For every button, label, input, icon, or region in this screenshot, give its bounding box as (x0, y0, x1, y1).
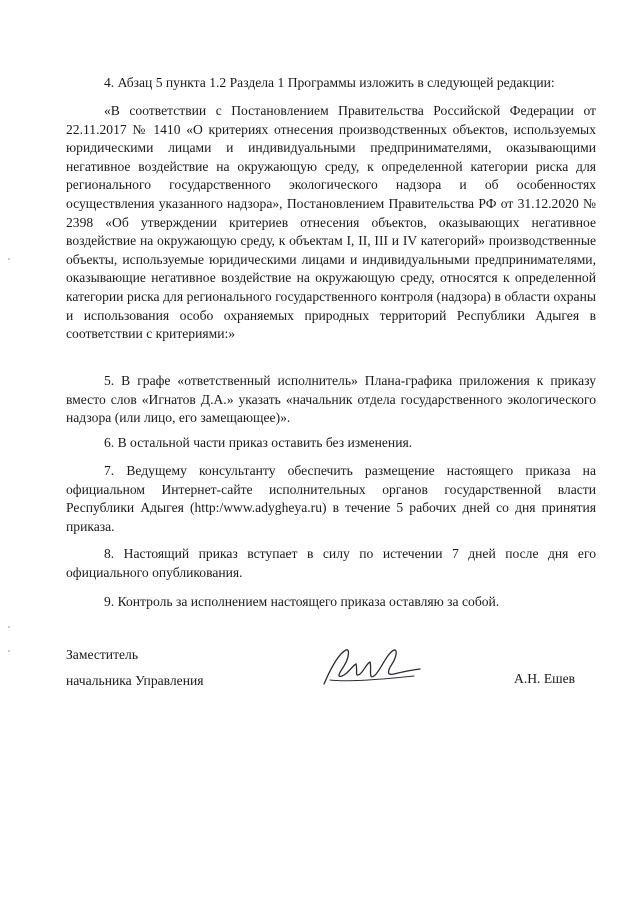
signer-title-line1: Заместитель (66, 647, 139, 662)
scan-speck (8, 626, 10, 628)
paragraph-4-quote: «В соответствии с Постановлением Правительства Российской Федерации от 22.11.2017 № 1410 «О критериях отнесения производственных объектов, используемых юридическими лицами и индивидуальными предпринимателями, оказывающими негативное воздействие на окружающую среду, к определенной категории риска для регионального государственного экологического надзора и об особенностях осуществления указанного надзора», Постановлением Правительства РФ от 31.12.2020 № 2398 «Об утверждении критериев отнесения объектов, оказывающих негативное воздействие на окружающую среду, к объектам I, II, III и IV категорий» производственные объекты, используемые юридическими лицами и индивидуальными предпринимателями, оказывающие негативное воздействие на окружающую среду, относятся к определенной категории риска для регионального государственного контроля (надзора) в области охраны и использования особо охраняемых природных территорий Республики Адыгея в соответствии с критериями:» (66, 103, 596, 342)
paragraph-4: 4. Абзац 5 пункта 1.2 Раздела 1 Программы изложить в следующей редакции: (104, 75, 555, 90)
paragraph-7: 7. Ведущему консультанту обеспечить размещение настоящего приказа на официальном Интернет-сайте исполнительных органов государственной власти Республики Адыгея (http:/www.adygheya.ru) в течение 5 рабочих дней со дня принятия приказа. (66, 463, 596, 534)
signer-name: А.Н. Ешев (514, 671, 576, 686)
paragraph-6: 6. В остальной части приказ оставить без изменения. (104, 435, 413, 450)
scan-speck (8, 650, 10, 652)
handwritten-signature (316, 640, 426, 692)
paragraph-5: 5. В графе «ответственный исполнитель» Плана-графика приложения к приказу вместо слов «Игнатов Д.А.» указать «начальник отдела государственного экологического надзора (или лицо, его замещающее)». (66, 373, 596, 426)
paragraph-9: 9. Контроль за исполнением настоящего приказа оставляю за собой. (104, 594, 500, 609)
paragraph-8: 8. Настоящий приказ вступает в силу по истечении 7 дней после дня его официального опубликования. (66, 546, 596, 580)
scan-speck (8, 258, 10, 260)
signer-title-line2: начальника Управления (66, 673, 204, 688)
